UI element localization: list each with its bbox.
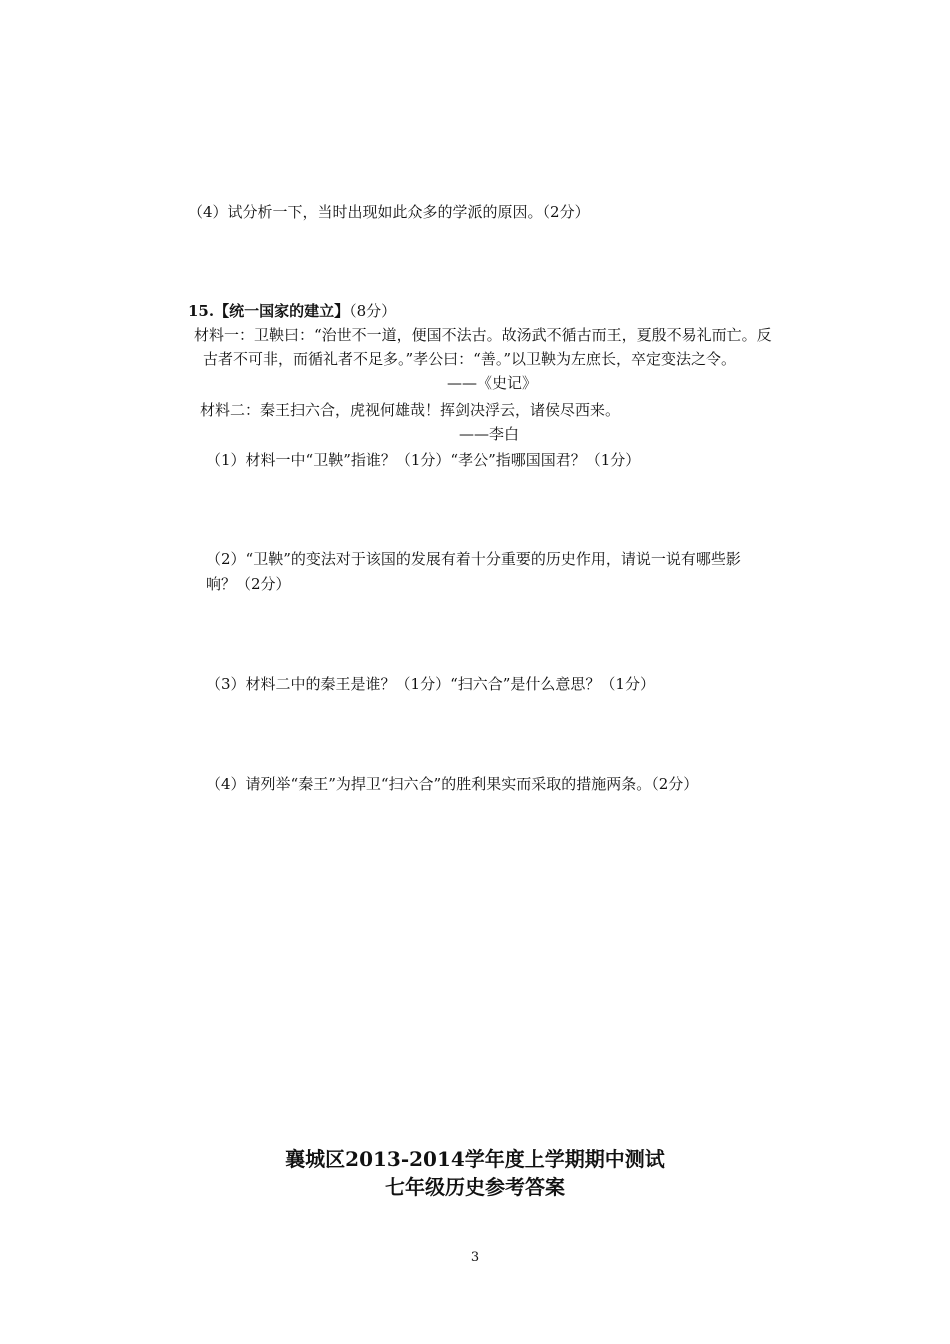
q15-material1-source: ——《史记》: [447, 374, 538, 392]
q15-material1-line1: 材料一：卫鞅曰：“治世不一道，便国不法古。故汤武不循古而王，夏殷不易礼而亡。反: [194, 326, 772, 344]
q14-sub4-question: （4）试分析一下，当时出现如此众多的学派的原因。（2分）: [188, 203, 590, 221]
q15-sub2-line1: （2）“卫鞅”的变法对于该国的发展有着十分重要的历史作用，请说一说有哪些影: [206, 550, 741, 568]
q15-material2-line1: 材料二：秦王扫六合，虎视何雄哉！挥剑决浮云，诸侯尽西来。: [200, 401, 621, 419]
q15-sub3-question: （3）材料二中的秦王是谁？（1分）“扫六合”是什么意思？（1分）: [206, 675, 655, 693]
q15-sub4-question: （4）请列举“秦王”为捍卫“扫六合”的胜利果实而采取的措施两条。（2分）: [206, 775, 699, 793]
q15-points: （8分）: [349, 302, 397, 320]
q15-number: 15.: [188, 302, 215, 320]
q15-sub1-question: （1）材料一中“卫鞅”指谁？（1分）“孝公”指哪国国君？（1分）: [206, 451, 641, 469]
page-number: 3: [470, 1250, 480, 1265]
q15-material2-source: ——李白: [459, 425, 520, 443]
q15-sub2-line2: 响？（2分）: [206, 575, 291, 593]
q15-material1-line2: 古者不可非，而循礼者不足多。”孝公曰：“善。”以卫鞅为左庶长，卒定变法之令。: [203, 350, 737, 368]
answer-title-line1: 襄城区2013-2014学年度上学期期中测试: [285, 1147, 665, 1171]
q15-topic: 【统一国家的建立】: [214, 302, 350, 320]
q15-heading: [188, 300, 396, 322]
answer-title-line2: 七年级历史参考答案: [385, 1175, 565, 1199]
